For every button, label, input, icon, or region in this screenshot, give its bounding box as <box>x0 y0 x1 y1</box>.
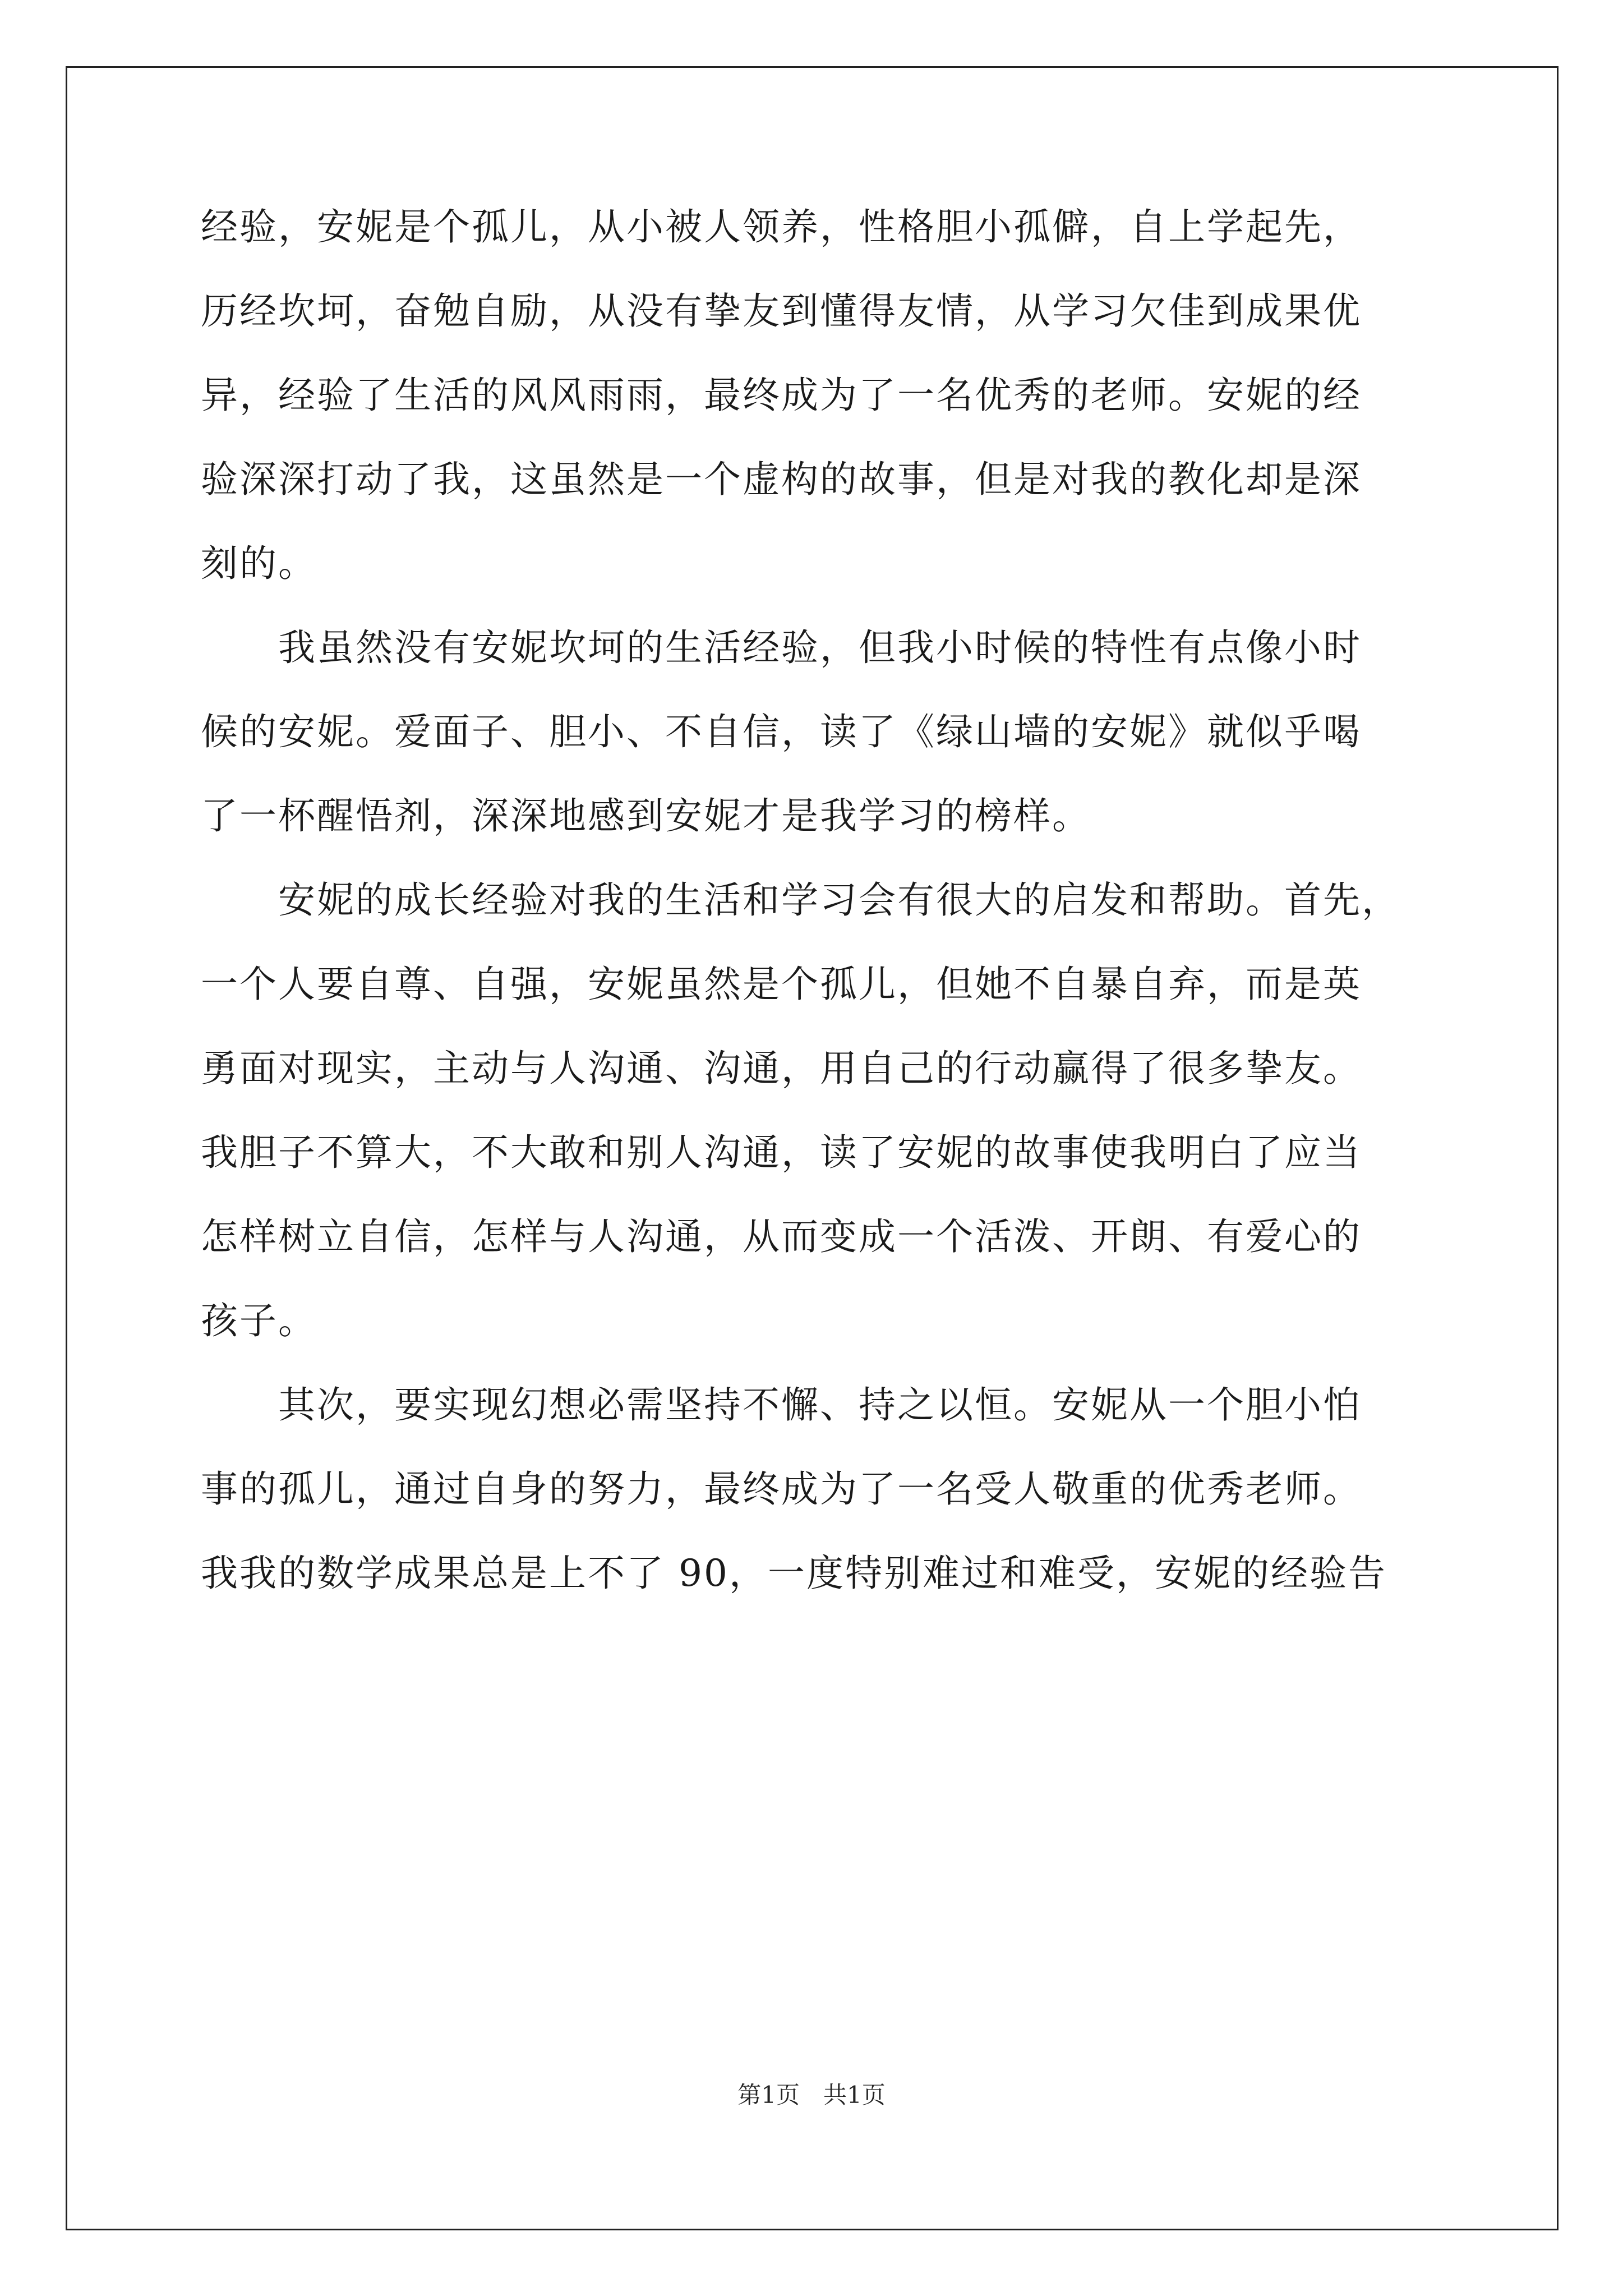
text-line: 我我的数学成果总是上不了 90，一度特别难过和难受，安妮的经验告 <box>201 1552 1387 1595</box>
text-line: 孩子。 <box>201 1299 317 1342</box>
text-line: 了一杯醒悟剂，深深地感到安妮才是我学习的榜样。 <box>201 794 1091 838</box>
page-number: 第1页 共1页 <box>737 2081 886 2109</box>
text-line: 怎样树立自信，怎样与人沟通，从而变成一个活泼、开朗、有爱心的 <box>201 1215 1362 1258</box>
text-line: 刻的。 <box>201 542 317 585</box>
document-body <box>201 185 1435 1616</box>
text-line: 候的安妮。爱面子、胆小、不自信，读了《绿山墙的安妮》就似乎喝 <box>201 710 1362 753</box>
text-line: 我虽然没有安妮坎坷的生活经验，但我小时候的特性有点像小时 <box>201 626 1362 669</box>
text-line: 勇面对现实，主动与人沟通、沟通，用自己的行动赢得了很多挚友。 <box>201 1047 1362 1090</box>
text-line: 异，经验了生活的风风雨雨，最终成为了一名优秀的老师。安妮的经 <box>201 374 1362 417</box>
text-line: 其次，要实现幻想必需坚持不懈、持之以恒。安妮从一个胆小怕 <box>201 1383 1362 1427</box>
text-line: 经验，安妮是个孤儿，从小被人领养，性格胆小孤僻，自上学起先， <box>201 205 1362 249</box>
text-line: 我胆子不算大，不大敢和别人沟通，读了安妮的故事使我明白了应当 <box>201 1131 1362 1174</box>
text-line: 事的孤儿，通过自身的努力，最终成为了一名受人敬重的优秀老师。 <box>201 1467 1362 1511</box>
text-line: 一个人要自尊、自强，安妮虽然是个孤儿，但她不自暴自弃，而是英 <box>201 963 1362 1006</box>
text-line: 验深深打动了我，这虽然是一个虚构的故事，但是对我的教化却是深 <box>201 458 1362 501</box>
text-line: 历经坎坷，奋勉自励，从没有挚友到懂得友情，从学习欠佳到成果优 <box>201 289 1362 333</box>
text-line: 安妮的成长经验对我的生活和学习会有很大的启发和帮助。首先， <box>201 878 1400 922</box>
